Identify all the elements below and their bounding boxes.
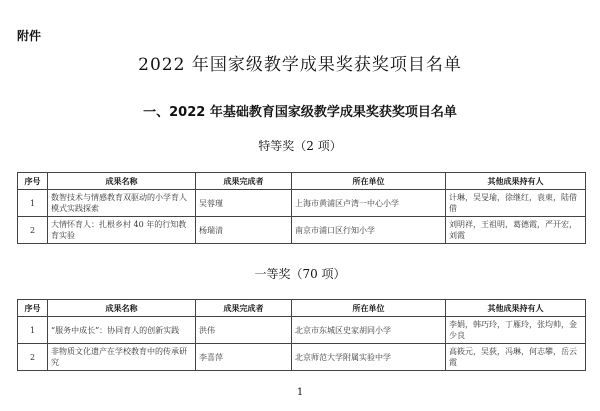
table-header-row bbox=[18, 173, 586, 190]
header-name: 成果名称 bbox=[48, 300, 196, 317]
cell-no: 2 bbox=[18, 217, 48, 244]
header-unit: 所在单位 bbox=[292, 173, 446, 190]
cell-others: 刘明祥，王祖明，葛德霞，严开宏，刘霞 bbox=[446, 217, 586, 244]
cell-unit: 北京市东城区史家胡同小学 bbox=[292, 317, 446, 344]
cell-unit: 北京师范大学附属实验中学 bbox=[292, 344, 446, 371]
table-row bbox=[18, 190, 586, 217]
cell-name: 非物质文化遗产在学校教育中的传承研究 bbox=[48, 344, 196, 371]
attachment-label: 附件 bbox=[17, 29, 42, 43]
header-name: 成果名称 bbox=[48, 173, 196, 190]
cell-no: 1 bbox=[18, 190, 48, 217]
cell-no: 2 bbox=[18, 344, 48, 371]
page-number: 1 bbox=[296, 387, 304, 398]
first-award-table bbox=[17, 299, 586, 371]
table-header-row bbox=[18, 300, 586, 317]
cell-unit: 南京市浦口区行知小学 bbox=[292, 217, 446, 244]
cell-others: 高筱元，吴荻，冯琳，何志攀，岳云霞 bbox=[446, 344, 586, 371]
cell-no: 1 bbox=[18, 317, 48, 344]
header-lead: 成果完成者 bbox=[196, 300, 292, 317]
header-lead: 成果完成者 bbox=[196, 173, 292, 190]
award-title-first: 一等奖（70 项） bbox=[254, 267, 346, 281]
cell-others: 计琳，吴旻瑜，徐继红，袁東，陆借借 bbox=[446, 190, 586, 217]
table-row bbox=[18, 344, 586, 371]
cell-name: 数智技术与情感教育双驱动的小学育人模式实践探索 bbox=[48, 190, 196, 217]
header-others: 其他成果持有人 bbox=[446, 300, 586, 317]
award-title-special: 特等奖（2 项） bbox=[258, 139, 342, 153]
document-title: 2022 年国家级教学成果奖获奖项目名单 bbox=[138, 55, 462, 75]
header-no: 序号 bbox=[18, 173, 48, 190]
header-unit: 所在单位 bbox=[292, 300, 446, 317]
section-title: 一、2022 年基础教育国家级教学成果奖获奖项目名单 bbox=[143, 105, 457, 120]
cell-unit: 上海市黄浦区卢湾一中心小学 bbox=[292, 190, 446, 217]
header-no: 序号 bbox=[18, 300, 48, 317]
cell-lead: 李喜萍 bbox=[196, 344, 292, 371]
cell-name: “服务中成长”：协同育人的创新实践 bbox=[48, 317, 196, 344]
table-row bbox=[18, 217, 586, 244]
header-others: 其他成果持有人 bbox=[446, 173, 586, 190]
cell-name: 大情怀育人：扎根乡村 40 年的行知教育实验 bbox=[48, 217, 196, 244]
cell-lead: 洪伟 bbox=[196, 317, 292, 344]
cell-lead: 吴蓉瑾 bbox=[196, 190, 292, 217]
cell-lead: 杨瑞清 bbox=[196, 217, 292, 244]
table-row bbox=[18, 317, 586, 344]
special-award-table bbox=[17, 172, 586, 244]
cell-others: 李娟，韩巧玲，丁雁玲，张均帅，金少良 bbox=[446, 317, 586, 344]
